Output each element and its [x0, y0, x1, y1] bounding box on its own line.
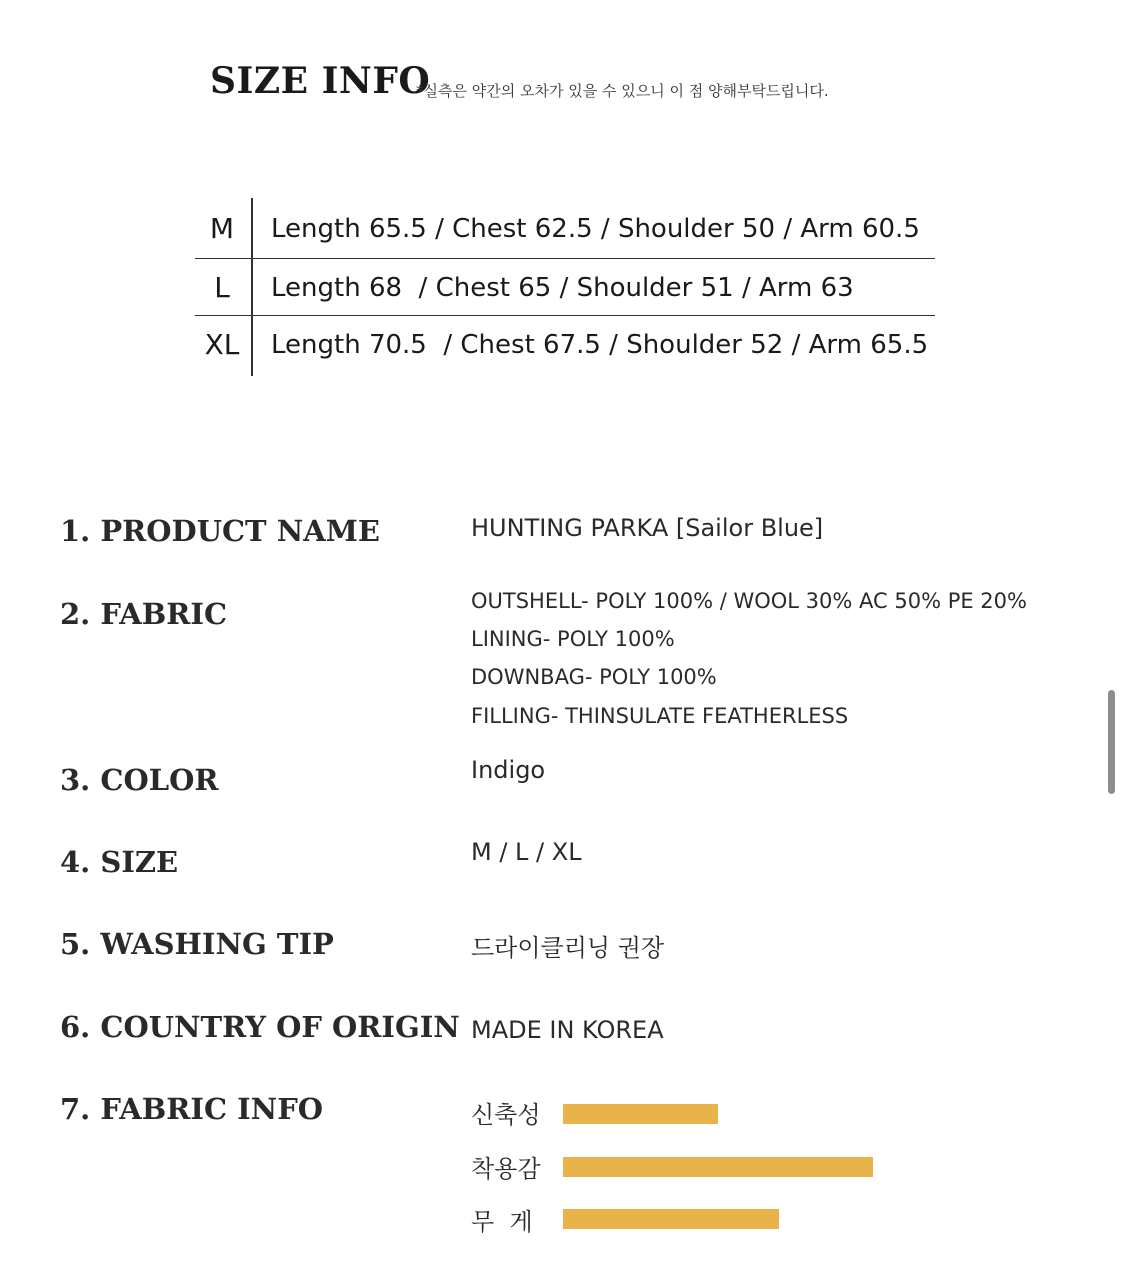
weight-meter — [563, 1209, 923, 1229]
weight-meter-fill — [563, 1209, 779, 1229]
country-of-origin-label: 6. COUNTRY OF ORIGIN — [60, 1010, 460, 1044]
stretch-meter-fill — [563, 1104, 718, 1124]
size-value: M / L / XL — [471, 838, 582, 866]
meter-label-weight: 무 게 — [471, 1208, 533, 1236]
comfort-meter — [563, 1157, 923, 1177]
size-label: L — [214, 271, 230, 304]
size-measurements: Length 65.5 / Chest 62.5 / Shoulder 50 / Arm 60.5 — [271, 214, 920, 244]
size-label: XL — [204, 328, 240, 361]
size-info-note: *실측은 약간의 오차가 있을 수 있으니 이 점 양해부탁드립니다. — [416, 82, 829, 100]
size-row-l — [195, 258, 935, 317]
meter-label-comfort: 착용감 — [471, 1155, 541, 1183]
color-value: Indigo — [471, 756, 546, 784]
size-info-title: SIZE INFO — [210, 60, 431, 102]
meter-label-stretch: 신축성 — [471, 1101, 541, 1129]
fabric-label: 2. FABRIC — [60, 597, 228, 631]
size-label: M — [209, 212, 235, 245]
size-row-m — [195, 200, 935, 258]
washing-tip-label: 5. WASHING TIP — [60, 927, 334, 961]
size-measurements: Length 68 / Chest 65 / Shoulder 51 / Arm 63 — [271, 273, 854, 303]
stretch-meter — [563, 1104, 923, 1124]
color-label: 3. COLOR — [60, 763, 219, 797]
comfort-meter-fill — [563, 1157, 873, 1177]
fabric-lining: LINING- POLY 100% — [471, 627, 675, 651]
product-name-label: 1. PRODUCT NAME — [60, 514, 380, 548]
size-row-xl — [195, 315, 935, 374]
size-label-heading: 4. SIZE — [60, 845, 179, 879]
scrollbar-thumb[interactable] — [1108, 690, 1115, 794]
product-name-value: HUNTING PARKA [Sailor Blue] — [471, 514, 824, 542]
country-of-origin-value: MADE IN KOREA — [471, 1016, 664, 1044]
fabric-outshell: OUTSHELL- POLY 100% / WOOL 30% AC 50% PE 20% — [471, 589, 1027, 613]
washing-tip-value: 드라이클리닝 권장 — [471, 934, 665, 962]
fabric-info-label: 7. FABRIC INFO — [60, 1092, 324, 1126]
fabric-filling: FILLING- THINSULATE FEATHERLESS — [471, 704, 849, 728]
fabric-downbag: DOWNBAG- POLY 100% — [471, 665, 717, 689]
size-measurements: Length 70.5 / Chest 67.5 / Shoulder 52 / Arm 65.5 — [271, 330, 929, 360]
